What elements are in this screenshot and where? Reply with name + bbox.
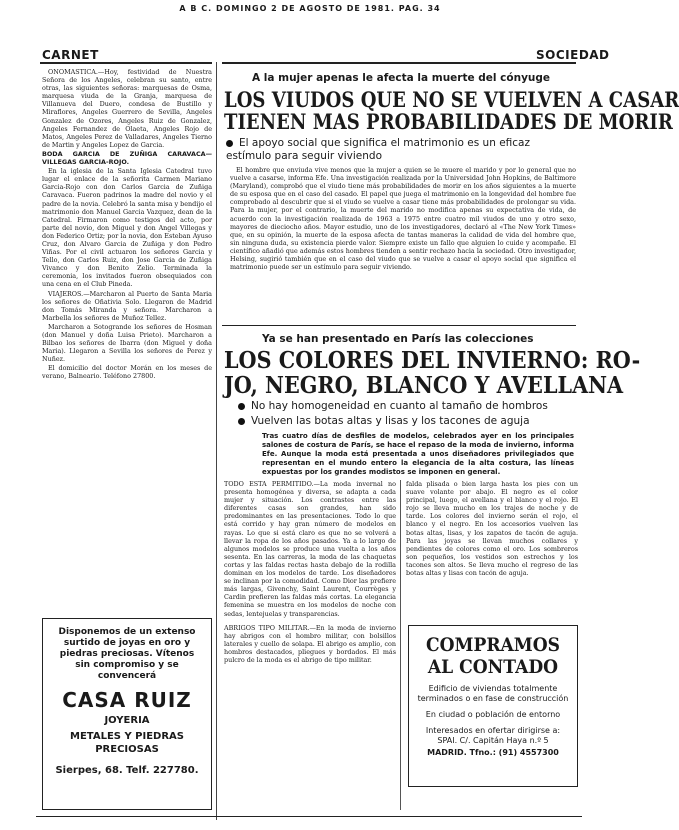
bottom-rule [36, 816, 582, 817]
compramos-title-1: COMPRAMOS [426, 634, 560, 656]
casa-ruiz-line3: PRECIOSAS [95, 744, 159, 755]
column-divider [216, 62, 217, 820]
bullet-dot [238, 403, 245, 410]
main-kicker: A la mujer apenas le afecta la muerte del cónyuge [252, 72, 551, 84]
compramos-line4: MADRID. Tfno.: (91) 4557300 [427, 748, 559, 757]
fashion-bullet-1-text: No hay homogeneidad en cuanto al tamaño de hombros [251, 400, 548, 412]
carnet-boda-text: En la iglesia de la Santa Iglesia Catedral tuvo lugar el enlace de la señorita Carmen Mariano Garcia-Rojo con don Carlos Garcia de Zuñiga Caravaca. Fueron padrinos la madre del novio y el padre de la novia. Celebró la santa misa y bendijo el matrimonio don Manuel Garcia Vazquez, dean de la Catedral. Firmaron como testigos del acto, por parte del novio, don Miguel y don Angel Villegas y don Federico Ortiz; por la novia, don Esteban Ayuso Cruz, don Alvaro Garcia de Zuñiga y don Pedro Viñas. Por el civil actuaron los señores Garcia y Tello, don Carlos Ruiz, don Jose Garcia de Zuñiga Vivanco y don Benito Zelio. Terminada la ceremonia, los invitados fueron obsequiados con una cena en el Club Pineda. [42, 167, 212, 289]
carnet-viajeros: VIAJEROS.—Marcharon al Puerto de Santa Maria los señores de Oñativia Solo. Llegaron de Madrid don Tomás Miranda y señora. Marcharon a Marbella los señores de Muñoz Tellez. [42, 289, 212, 322]
casa-ruiz-intro: Disponemos de un extenso surtido de joyas en oro y piedras preciosas. Vítenos sin compromiso y se convencerá [58, 627, 196, 681]
fashion-column-1 [224, 480, 396, 810]
bullet-dot [238, 418, 245, 425]
section-sociedad-label: SOCIEDAD [536, 48, 610, 62]
fashion-headline-1: LOS COLORES DEL INVIERNO: RO- [224, 347, 641, 374]
carnet-closing: El domicilio del doctor Morán en los meses de verano, Balneario. Teléfono 27800. [42, 364, 212, 381]
page-folio: A B C. DOMINGO 2 DE AGOSTO DE 1981. PAG. 34 [179, 4, 441, 13]
main-body [230, 166, 576, 322]
casa-ruiz-address: Sierpes, 68. Telf. 227780. [55, 765, 199, 776]
main-body-text: El hombre que enviuda vive menos que la mujer a quien se le muere el marido y por lo general que no vuelve a casarse, informa Efe. Una investigación realizada por la Universidad John Hopkins, de Baltimore (Maryland), comprobó que el viudo tiene más probabilidades de morir en los años siguientes a la muerte de su esposa que en el caso del casado. El papel que juega el matrimonio en la longevidad del hombre fue comprobado al descubrir que si el viudo se vuelve a casar tiene más probabilidades de prolongar su vida. Para la mujer, por el contrario, la muerte del marido no modifica apenas su expectativa de vida, de acuerdo con la investigación realizada de 1963 a 1975 entre cuatro mil viudos de uno y otro sexo, mayores de dieciocho años. Mayor estudio, uno de los investigadores, declaró al «The New York Times» que, en su opinión, la muerte de la esposa afecta de tantas maneras la calidad de vida del hombre que, sin ninguna duda, su existencia pierde valor. Siempre existe un fallo que alguien lo cuide y acompañe. El científico añadió que además estos hombres tienden a sentir rechazo hacia la sociedad. Otro investigador, Helsing, sugirió también que en el caso del viudo que se vuelve a casar el apoyo social que significa el matrimonio puede ser un estímulo para seguir viviendo. [230, 166, 576, 272]
fashion-column-2 [406, 480, 578, 600]
compramos-line1: Edificio de viviendas totalmente terminados o en fase de construcción [417, 684, 569, 703]
main-headline-2: TIENEN MAS PROBABILIDADES DE MORIR [224, 109, 673, 134]
fashion-col1-sub: ABRIGOS TIPO MILITAR.—En la moda de invierno hay abrigos con el hombro militar, con bolsillos laterales y cuello de solapa. El abrigo es amplio, con hombros destacados, pliegues y bordados. El más pulcro de la moda es el abrigo de tipo militar. [224, 623, 396, 664]
carnet-rule [40, 62, 212, 64]
bullet-dot [226, 140, 233, 147]
fashion-col1-text: TODO ESTA PERMITIDO.—La moda invernal no presenta homogénea y diversa, se adapta a cada mujer y situación. Los contrastes entre las diferentes casas son grandes, han sido predominantes en las presentaciones. Todo lo que está corrido y hay gran número de modelos en rayas. Lo que si está claro es que no se volverá a llevar la ropa de los años pasados. Ya a lo largo de algunos modelos se produce una vuelta a los años sesenta. En las carreras, la moda de las chaquetas cortas y las faldas rectas hasta debajo de la rodilla dominan en los modelos de tarde. Los diseñadores se inclinan por la comodidad. Como Dior las prefiere más largas, Givenchy, Saint Laurent, Courrèges y Cardin prefieren las faldas más cortas. La elegancia femenina se muestra en los modelos de noche con sedas, lentejuelas y transparencias. [224, 480, 396, 618]
carnet-marcharon: Marcharon a Sotogrande los señores de Hosman (don Manuel y doña Luisa Prieto). Marcharon a Bilbao los señores de Ibarra (don Miguel y doña Maria). Llegaron a Sevilla los señores de Perez y Nuñez. [42, 322, 212, 364]
story-separator [222, 325, 576, 326]
casa-ruiz-line1: JOYERIA [104, 715, 150, 726]
fashion-col-divider [400, 480, 401, 810]
fashion-bullet-2-text: Vuelven las botas altas y lisas y los tacones de aguja [251, 415, 530, 427]
fashion-kicker: Ya se han presentado en París las colecciones [262, 333, 534, 345]
casa-ruiz-name: CASA RUIZ [62, 688, 192, 712]
compramos-line2: En ciudad o población de entorno [425, 710, 561, 719]
compramos-ad [408, 625, 578, 787]
casa-ruiz-line2: METALES Y PIEDRAS [70, 731, 184, 742]
carnet-boda-title: BODA GARCIA DE ZUÑIGA CARAVACA—VILLEGAS GARCIA-ROJO. [42, 149, 212, 167]
carnet-column [42, 68, 212, 608]
main-subhead-text: El apoyo social que significa el matrimonio es un eficaz estímulo para seguir viviendo [226, 137, 530, 162]
casa-ruiz-ad [42, 618, 212, 810]
fashion-intro: Tras cuatro días de desfiles de modelos, celebrados ayer en los principales salones de costura de París, se hace el repaso de la moda de invierno, informa Efe. Aunque la moda está presentada a unos diseñadores privilegiados que representan en el mundo entero la elegancia de la alta costura, las líneas expuestas por los grandes modistos se imponen en general. [262, 432, 574, 476]
compramos-line3: Interesados en ofertar dirigirse a: SPAI. C/. Capitán Haya n.º 5 [425, 726, 561, 745]
fashion-col2-text: falda plisada o bien larga hasta los pies con un suave volante por abajo. El negro es el color principal, luego, el avellana y el blanco y el rojo. El rojo se lleva mucho en los trajes de noche y de tarde. Los colores del invierno serán el rojo, el blanco y el negro. En los accesorios vuelven las botas altas, lisas, y los zapatos de tacón de aguja. Para las joyas se llevan muchos collares y pendientes de colores como el oro. Los sombreros son pequeños, los vestidos son estrechos y los tacones son altos. Se lleva mucho el regreso de las botas altas y lisas con tacón de aguja. [406, 480, 578, 578]
fashion-bullet-1 [238, 400, 578, 413]
main-headline-1: LOS VIUDOS QUE NO SE VUELVEN A CASAR [224, 87, 679, 112]
carnet-onomastica: ONOMASTICA.—Hoy, festividad de Nuestra Señora de los Angeles, celebran su santo, entre otras, las siguientes señoras: marquesas de Osma, marquesa viuda de la Granja, marquesa de Villanueva del Duero, condesa de Bustillo y Miraflores, Angeles Guerrero de Sevilla, Angeles Gonzalez de Ozores, Angeles Ruiz de Gonzalez, Angeles Fernandez de Olaeta, Angeles Rojo de Matos, Angeles Perez de Valladares, Angeles Tierno de Martin y Angeles Lopez de Garcia. [42, 68, 212, 149]
compramos-title-2: AL CONTADO [427, 656, 559, 678]
sociedad-rule [222, 62, 576, 64]
main-subhead [226, 137, 578, 163]
fashion-bullet-2 [238, 415, 578, 428]
section-carnet-label: CARNET [42, 48, 99, 62]
fashion-headline-2: JO, NEGRO, BLANCO Y AVELLANA [224, 372, 624, 399]
